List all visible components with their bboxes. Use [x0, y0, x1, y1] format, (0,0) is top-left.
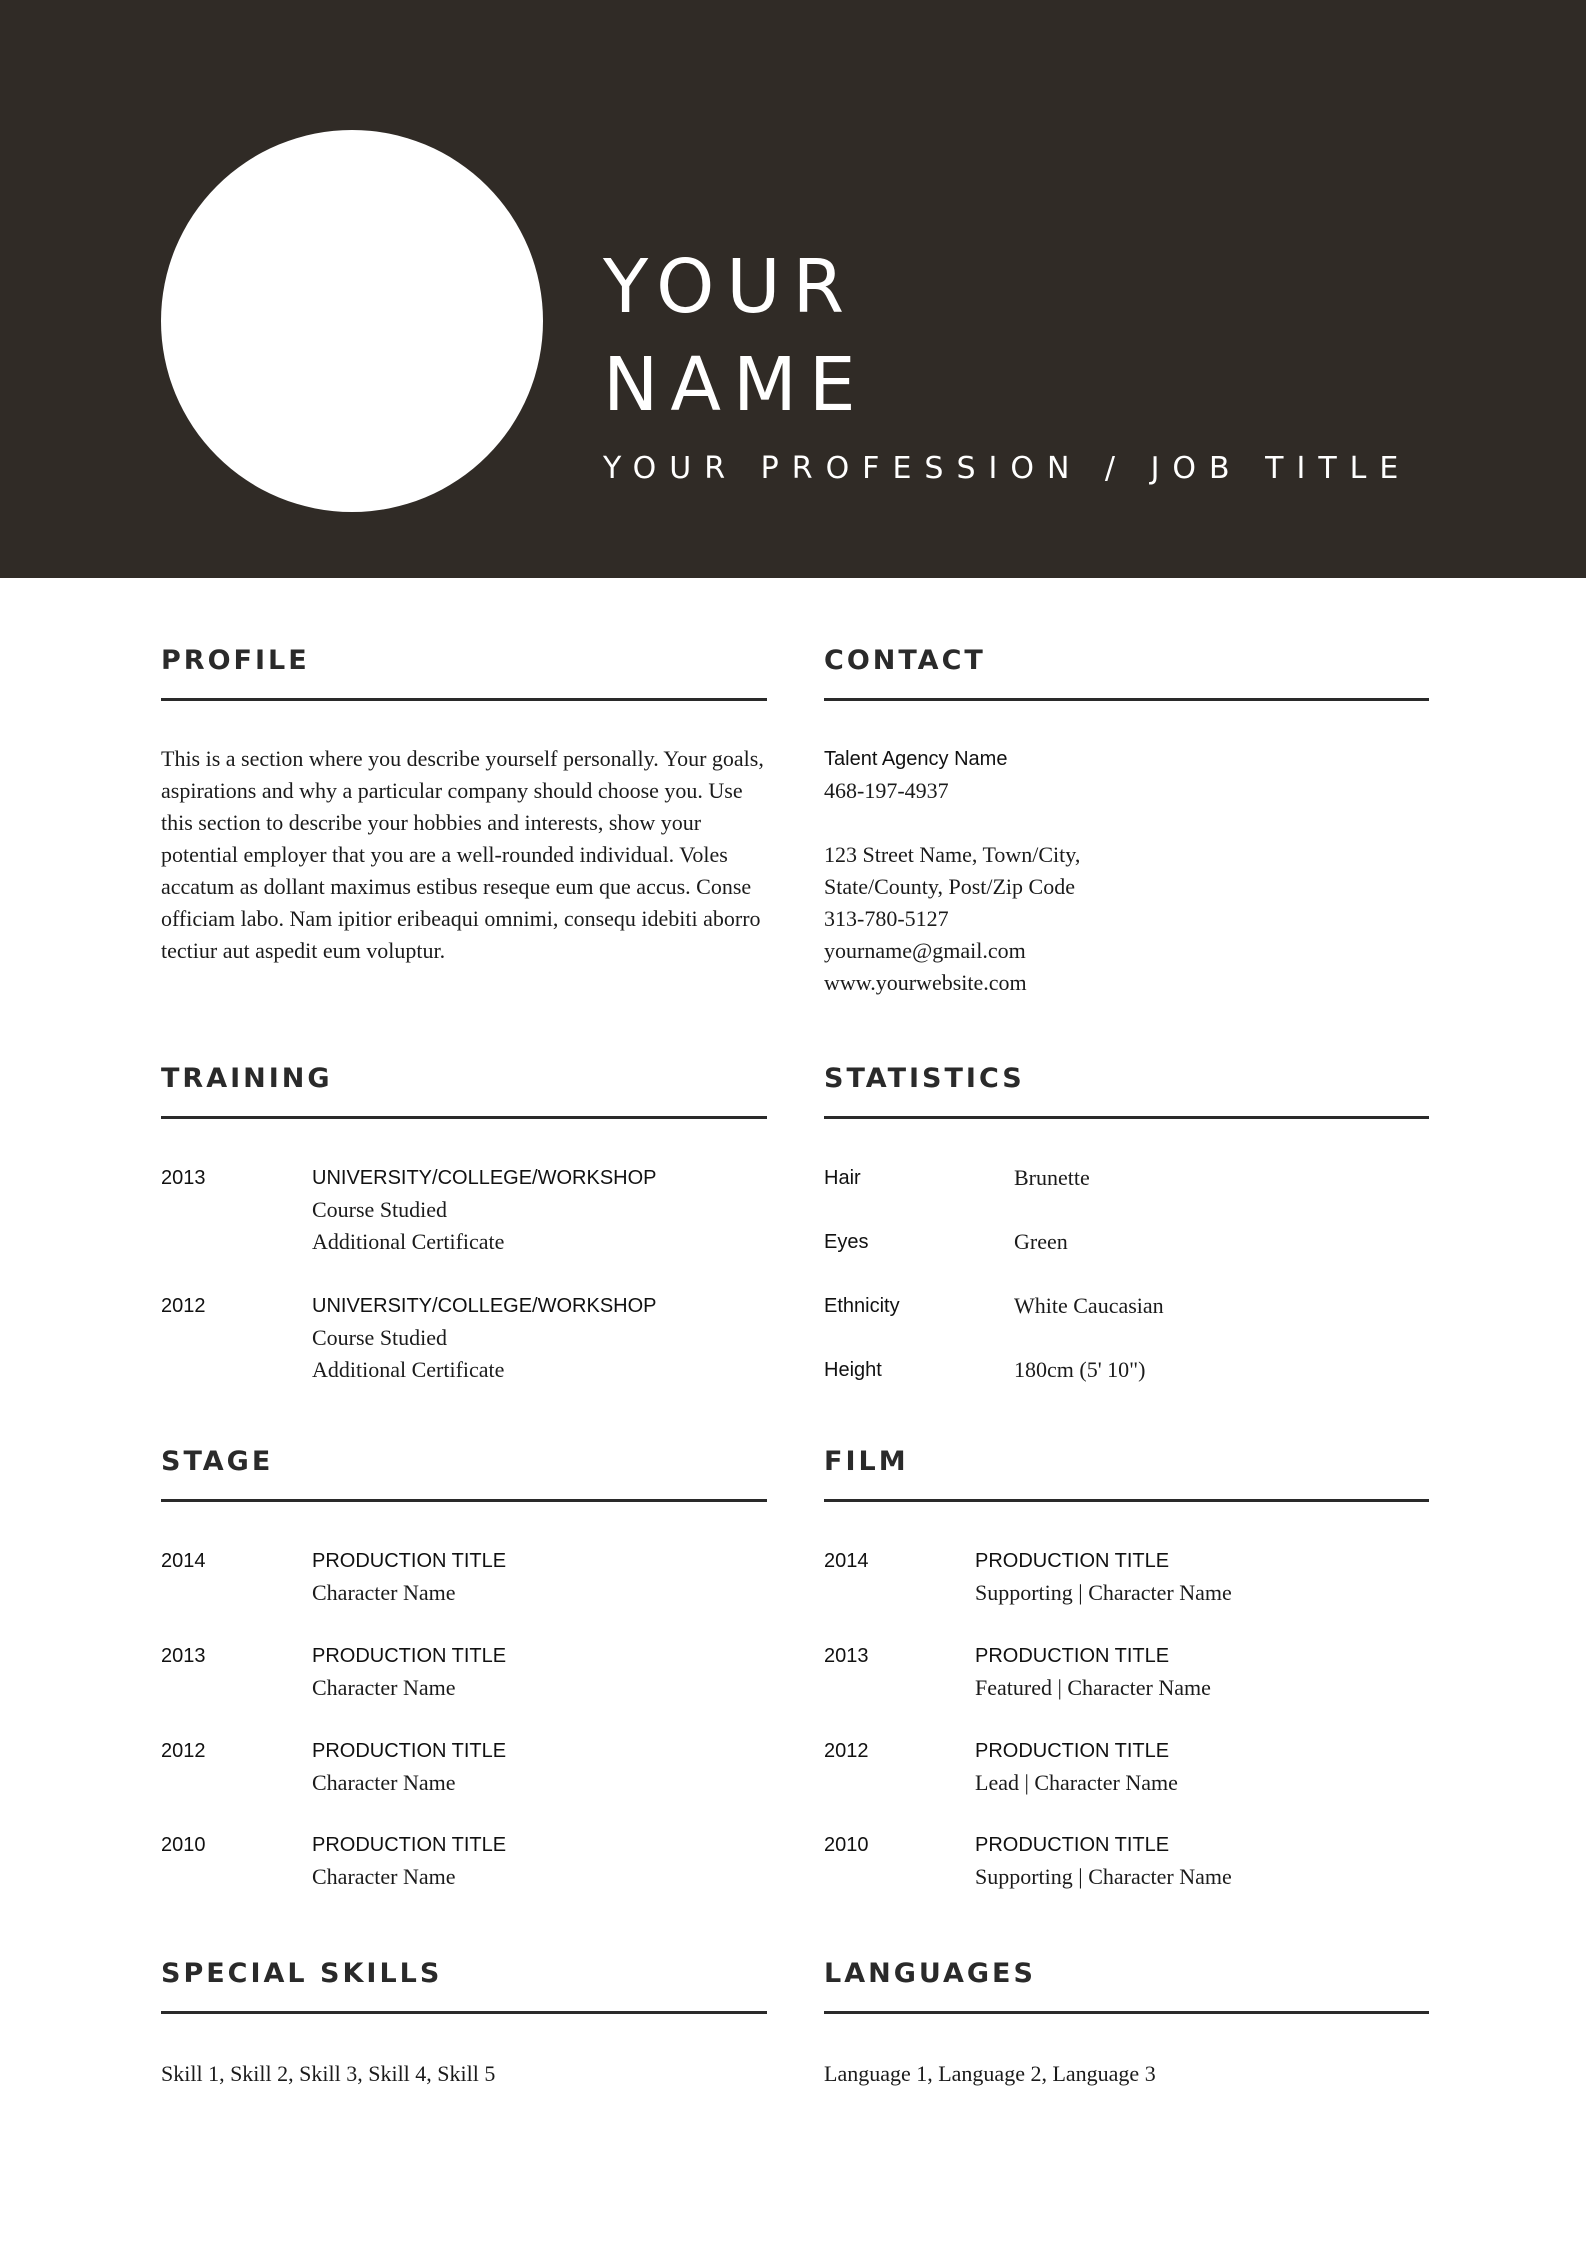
stage-production: PRODUCTION TITLE	[312, 1550, 507, 1572]
header-banner	[0, 0, 1586, 578]
languages-heading: LANGUAGES	[824, 1953, 1429, 2014]
stage-production: PRODUCTION TITLE	[312, 1645, 507, 1667]
stage-production: PRODUCTION TITLE	[312, 1834, 507, 1856]
website: www.yourwebsite.com	[824, 970, 1027, 995]
training-year: 2013	[161, 1167, 206, 1189]
film-production: PRODUCTION TITLE	[975, 1834, 1170, 1856]
contact-details	[824, 743, 1429, 999]
stage-section	[161, 1441, 767, 1502]
film-production: PRODUCTION TITLE	[975, 1740, 1170, 1762]
statistics-list	[824, 1162, 1429, 1418]
training-certificate: Additional Certificate	[312, 1229, 505, 1254]
training-course: Course Studied	[312, 1197, 448, 1222]
film-section	[824, 1441, 1429, 1502]
stat-value: Green	[1014, 1229, 1068, 1254]
stat-label: Ethnicity	[824, 1295, 900, 1317]
film-role: Supporting | Character Name	[975, 1864, 1232, 1889]
stat-value: Brunette	[1014, 1165, 1090, 1190]
stage-role: Character Name	[312, 1675, 456, 1700]
training-item	[161, 1162, 767, 1290]
languages-text: Language 1, Language 2, Language 3	[824, 2061, 1156, 2086]
stage-role: Character Name	[312, 1864, 456, 1889]
stage-production: PRODUCTION TITLE	[312, 1740, 507, 1762]
stage-year: 2014	[161, 1550, 206, 1572]
stage-role: Character Name	[312, 1770, 456, 1795]
training-heading: TRAINING	[161, 1058, 767, 1119]
training-course: Course Studied	[312, 1325, 448, 1350]
stat-row	[824, 1354, 1429, 1418]
stage-item	[161, 1829, 767, 1893]
contact-heading: CONTACT	[824, 640, 1429, 701]
contact-section	[824, 640, 1429, 701]
film-item	[824, 1735, 1429, 1829]
name-line-1: YOUR	[603, 244, 856, 330]
agency-phone: 468-197-4937	[824, 778, 949, 803]
profile-photo-placeholder	[161, 130, 543, 512]
film-year: 2012	[824, 1740, 869, 1762]
statistics-heading: STATISTICS	[824, 1058, 1429, 1119]
statistics-section	[824, 1058, 1429, 1119]
stat-label: Eyes	[824, 1231, 869, 1253]
training-list	[161, 1162, 767, 1386]
stage-year: 2013	[161, 1645, 206, 1667]
name-line-2: NAME	[603, 342, 868, 428]
stat-row	[824, 1226, 1429, 1290]
film-list	[824, 1545, 1429, 1893]
stat-value: White Caucasian	[1014, 1293, 1164, 1318]
stage-item	[161, 1735, 767, 1829]
film-item	[824, 1545, 1429, 1640]
training-institution: UNIVERSITY/COLLEGE/WORKSHOP	[312, 1167, 657, 1189]
stage-heading: STAGE	[161, 1441, 767, 1502]
skills-section	[161, 1953, 767, 2014]
stage-year: 2012	[161, 1740, 206, 1762]
film-item	[824, 1829, 1429, 1893]
film-year: 2013	[824, 1645, 869, 1667]
candidate-name	[603, 238, 868, 434]
film-year: 2014	[824, 1550, 869, 1572]
film-heading: FILM	[824, 1441, 1429, 1502]
stat-row	[824, 1290, 1429, 1354]
film-item	[824, 1640, 1429, 1735]
training-institution: UNIVERSITY/COLLEGE/WORKSHOP	[312, 1295, 657, 1317]
training-certificate: Additional Certificate	[312, 1357, 505, 1382]
film-role: Featured | Character Name	[975, 1675, 1211, 1700]
film-role: Lead | Character Name	[975, 1770, 1178, 1795]
stage-role: Character Name	[312, 1580, 456, 1605]
training-item	[161, 1290, 767, 1386]
stage-year: 2010	[161, 1834, 206, 1856]
profile-section	[161, 640, 767, 701]
profile-text: This is a section where you describe yourself personally. Your goals, aspirations and why a particular company should choose you. Use this section to describe your hobbies and interests, show your potential employer that you are a well-rounded individual. Voles accatum as dollant maximus estibus reseque eum que accus. Conse officiam labo. Nam ipitior eribeaqui omnimi, consequ idebiti aborro tectiur aut aspedit eum voluptur.	[161, 746, 764, 963]
stat-row	[824, 1162, 1429, 1226]
address-line-2: State/County, Post/Zip Code	[824, 874, 1075, 899]
phone-number: 313-780-5127	[824, 906, 949, 931]
film-year: 2010	[824, 1834, 869, 1856]
profession-title: YOUR PROFESSION / JOB TITLE	[603, 451, 1412, 486]
stage-item	[161, 1640, 767, 1735]
skills-heading: SPECIAL SKILLS	[161, 1953, 767, 2014]
stat-label: Height	[824, 1359, 882, 1381]
film-production: PRODUCTION TITLE	[975, 1645, 1170, 1667]
training-section	[161, 1058, 767, 1119]
agency-name: Talent Agency Name	[824, 748, 1008, 770]
email-address: yourname@gmail.com	[824, 938, 1026, 963]
film-role: Supporting | Character Name	[975, 1580, 1232, 1605]
stat-label: Hair	[824, 1167, 861, 1189]
stat-value: 180cm (5' 10")	[1014, 1357, 1146, 1382]
profile-heading: PROFILE	[161, 640, 767, 701]
film-production: PRODUCTION TITLE	[975, 1550, 1170, 1572]
address-line-1: 123 Street Name, Town/City,	[824, 842, 1081, 867]
languages-section	[824, 1953, 1429, 2014]
stage-item	[161, 1545, 767, 1640]
skills-text: Skill 1, Skill 2, Skill 3, Skill 4, Skill 5	[161, 2061, 496, 2086]
stage-list	[161, 1545, 767, 1893]
training-year: 2012	[161, 1295, 206, 1317]
